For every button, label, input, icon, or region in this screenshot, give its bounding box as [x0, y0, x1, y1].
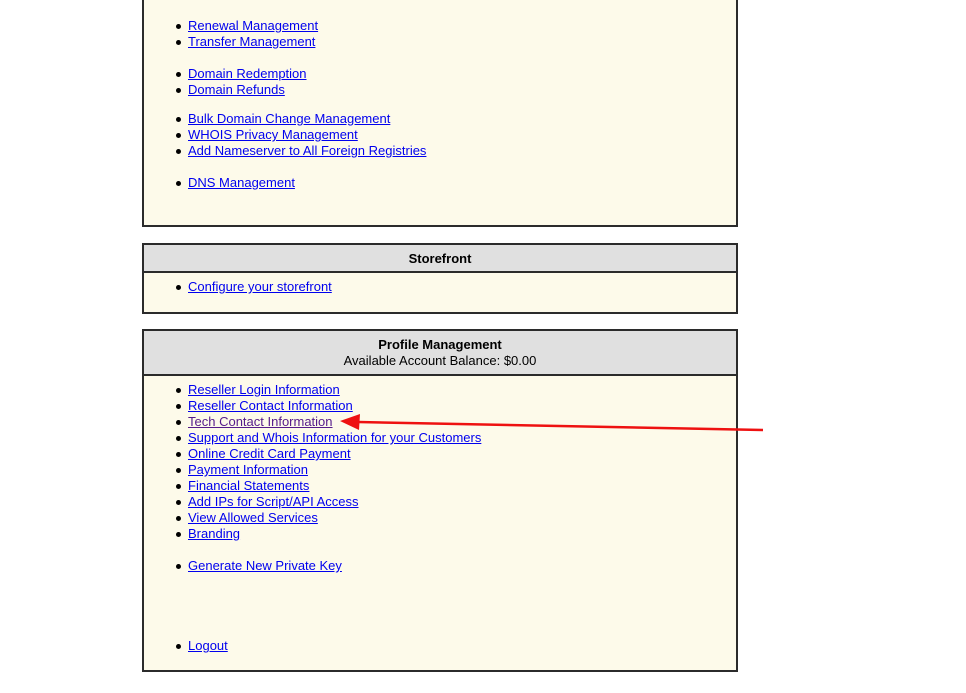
bullet-icon	[176, 117, 181, 122]
add-nameserver-link[interactable]: Add Nameserver to All Foreign Registries	[188, 143, 427, 158]
add-ips-link[interactable]: Add IPs for Script/API Access	[188, 494, 359, 509]
bullet-icon	[176, 516, 181, 521]
list-item	[144, 478, 481, 494]
bullet-icon	[176, 468, 181, 473]
bullet-icon	[176, 644, 181, 649]
profile-title: Profile Management	[378, 337, 502, 352]
tech-contact-link[interactable]: Tech Contact Information	[188, 414, 333, 429]
bullet-icon	[176, 436, 181, 441]
bullet-icon	[176, 285, 181, 290]
reseller-contact-link[interactable]: Reseller Contact Information	[188, 398, 353, 413]
generate-private-key-link[interactable]: Generate New Private Key	[188, 558, 342, 573]
bullet-icon	[176, 484, 181, 489]
bullet-icon	[176, 564, 181, 569]
list-item	[144, 414, 481, 430]
list-item	[144, 127, 426, 143]
bullet-icon	[176, 24, 181, 29]
list-item	[144, 175, 426, 191]
bullet-icon	[176, 133, 181, 138]
whois-privacy-link[interactable]: WHOIS Privacy Management	[188, 127, 358, 142]
list-item	[144, 398, 481, 414]
configure-storefront-link[interactable]: Configure your storefront	[188, 279, 332, 294]
online-credit-card-payment-link[interactable]: Online Credit Card Payment	[188, 446, 351, 461]
reseller-login-link[interactable]: Reseller Login Information	[188, 382, 340, 397]
profile-links-list	[144, 382, 481, 654]
account-balance: Available Account Balance: $0.00	[343, 353, 537, 368]
list-item	[144, 34, 426, 50]
list-item	[144, 510, 481, 526]
storefront-header	[144, 245, 736, 273]
view-allowed-services-link[interactable]: View Allowed Services	[188, 510, 318, 525]
list-item	[144, 558, 481, 574]
list-item	[144, 446, 481, 462]
list-item	[144, 18, 426, 34]
storefront-title: Storefront	[408, 251, 472, 266]
list-item	[144, 494, 481, 510]
list-item	[144, 279, 332, 295]
list-item	[144, 66, 426, 82]
list-item	[144, 462, 481, 478]
logout-link[interactable]: Logout	[188, 638, 228, 653]
bullet-icon	[176, 40, 181, 45]
list-item	[144, 526, 481, 542]
domain-redemption-link[interactable]: Domain Redemption	[188, 66, 307, 81]
list-item	[144, 382, 481, 398]
domain-links-list	[144, 18, 426, 191]
bulk-domain-change-link[interactable]: Bulk Domain Change Management	[188, 111, 391, 126]
transfer-management-link[interactable]: Transfer Management	[188, 34, 316, 49]
renewal-management-link[interactable]: Renewal Management	[188, 18, 319, 33]
bullet-icon	[176, 420, 181, 425]
bullet-icon	[176, 500, 181, 505]
list-item	[144, 82, 426, 98]
domain-management-panel	[142, 0, 738, 227]
bullet-icon	[176, 88, 181, 93]
branding-link[interactable]: Branding	[188, 526, 241, 541]
domain-refunds-link[interactable]: Domain Refunds	[188, 82, 285, 97]
bullet-icon	[176, 72, 181, 77]
list-item	[144, 430, 481, 446]
support-whois-link[interactable]: Support and Whois Information for your Customers	[188, 430, 482, 445]
bullet-icon	[176, 181, 181, 186]
bullet-icon	[176, 452, 181, 457]
bullet-icon	[176, 404, 181, 409]
payment-information-link[interactable]: Payment Information	[188, 462, 308, 477]
list-item	[144, 111, 426, 127]
profile-header	[144, 331, 736, 376]
dns-management-link[interactable]: DNS Management	[188, 175, 295, 190]
bullet-icon	[176, 149, 181, 154]
bullet-icon	[176, 532, 181, 537]
list-item	[144, 143, 426, 159]
bullet-icon	[176, 388, 181, 393]
financial-statements-link[interactable]: Financial Statements	[188, 478, 310, 493]
profile-management-panel	[142, 329, 738, 672]
storefront-links-list	[144, 279, 332, 295]
storefront-panel	[142, 243, 738, 314]
list-item	[144, 638, 481, 654]
